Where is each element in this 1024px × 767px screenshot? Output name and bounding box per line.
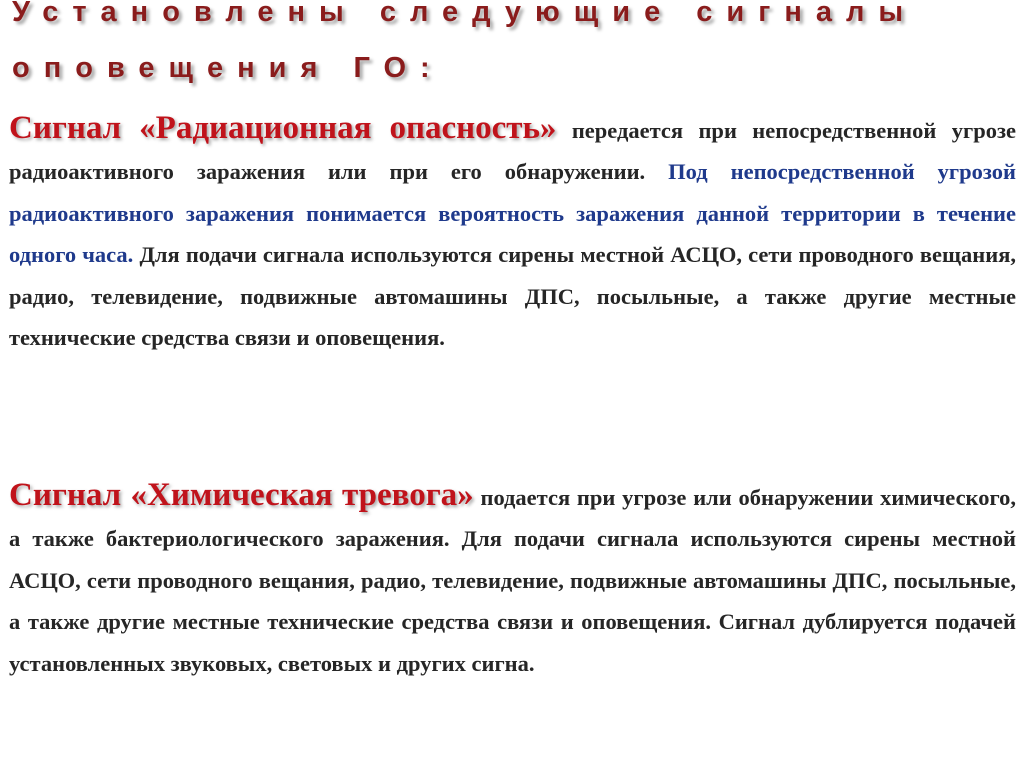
title-line-2: оповещения ГО: [12,52,444,84]
highlighted-definition: Под непосредственной угрозой радиоактивного заражения понимается вероятность заражения данной территории в течение одного часа. [9,159,1016,268]
paragraph-radiation [9,108,1016,358]
signal-name-chemical: Сигнал «Химическая тревога» [9,477,474,513]
paragraph-text: передается при непосредственной угрозе радиоактивного заражения или при его обнаружении. [9,118,1017,185]
signal-name-radiation: Сигнал «Радиационная опасность» [9,110,557,146]
paragraph-text: Для подачи сигнала используются сирены местной АСЦО, сети проводного вещания, радио, телевидение, подвижные автомашины ДПС, посыльные, а также другие местные технические средства связи и оповещения. [9,242,1016,351]
paragraph-chemical [9,475,1016,684]
title-line-1: Установлены следующие сигналы [12,0,918,28]
slide-title [12,0,1016,96]
paragraph-text: подается при угрозе или обнаружении химического, а также бактериологического заражения. Для подачи сигнала используются сирены местной АСЦО, сети проводного вещания, радио, телевидение, подвижные автомашины ДПС, посыльные, а также другие местные технические средства связи и оповещения. Сигнал дублируется подачей установленных звуковых, световых и других сигна. [9,485,1017,676]
